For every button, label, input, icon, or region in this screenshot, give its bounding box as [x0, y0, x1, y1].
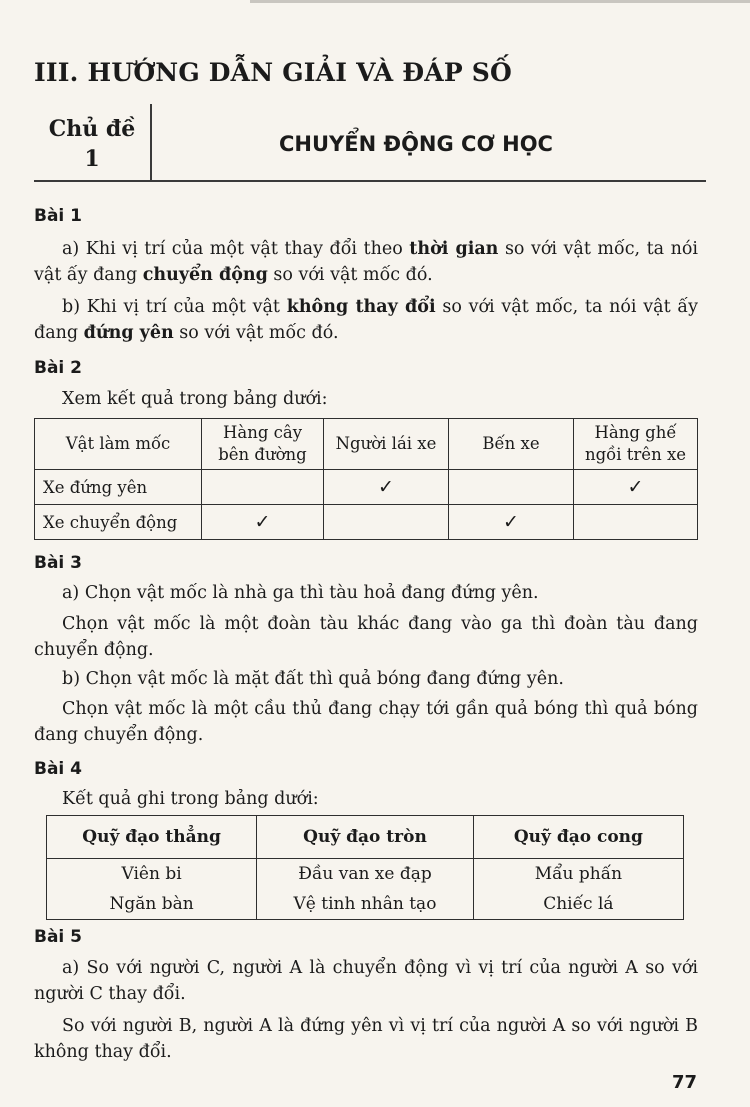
table-header-cell: Người lái xe [324, 419, 449, 470]
check-cell [202, 470, 324, 505]
table-cell: Ngăn bàn [47, 889, 257, 920]
bai3-p4: Chọn vật mốc là một cầu thủ đang chạy tới gần quả bóng thì quả bóng đang chuyển động. [34, 699, 698, 745]
check-cell: ✓ [324, 470, 449, 505]
table-header-cell: Vật làm mốc [35, 419, 202, 470]
table-header-row [35, 419, 698, 470]
topic-number: 1 [84, 146, 100, 172]
topic-header [34, 104, 706, 182]
table-row [47, 889, 684, 920]
check-cell [574, 505, 698, 540]
bai2-table [34, 418, 698, 540]
bai5-p1: a) So với người C, người A là chuyển động vì vị trí của người A so với người C thay đổi. [34, 958, 698, 1004]
table-header-cell: Quỹ đạo thẳng [47, 816, 257, 859]
check-cell: ✓ [574, 470, 698, 505]
table-row [35, 505, 698, 540]
bai2-intro: Xem kết quả trong bảng dưới: [62, 389, 328, 409]
bai3-heading: Bài 3 [34, 553, 83, 573]
bai4-heading: Bài 4 [34, 759, 83, 779]
table-header-cell: Hàng ghế ngồi trên xe [574, 419, 698, 470]
row-label: Xe đứng yên [35, 470, 202, 505]
table-header-cell: Bến xe [449, 419, 574, 470]
table-row [47, 859, 684, 890]
table-cell: Mẩu phấn [473, 859, 683, 890]
table-header-cell: Quỹ đạo tròn [257, 816, 474, 859]
table-cell: Vệ tinh nhân tạo [257, 889, 474, 920]
table-cell: Viên bi [47, 859, 257, 890]
table-row [35, 470, 698, 505]
bai4-intro: Kết quả ghi trong bảng dưới: [62, 789, 319, 809]
bai3-p3: b) Chọn vật mốc là mặt đất thì quả bóng đang đứng yên. [62, 669, 564, 689]
topic-label-line1: Chủ đề [48, 116, 136, 142]
table-header-cell: Quỹ đạo cong [473, 816, 683, 859]
bai5-heading: Bài 5 [34, 927, 83, 947]
row-label: Xe chuyển động [35, 505, 202, 540]
top-rule [250, 0, 750, 3]
table-header-cell: Hàng cây bên đường [202, 419, 324, 470]
check-cell [449, 470, 574, 505]
page-number: 77 [672, 1072, 698, 1093]
bai1-part-b: b) Khi vị trí của một vật không thay đổi so với vật mốc, ta nói vật ấy đang đứng yên so với vật mốc đó. [34, 297, 698, 343]
check-cell: ✓ [202, 505, 324, 540]
bai2-heading: Bài 2 [34, 358, 83, 378]
bai3-p2: Chọn vật mốc là một đoàn tàu khác đang vào ga thì đoàn tàu đang chuyển động. [34, 614, 698, 660]
topic-label [34, 104, 152, 180]
check-cell [324, 505, 449, 540]
section-title: III. HƯỚNG DẪN GIẢI VÀ ĐÁP SỐ [34, 58, 513, 87]
bai3-p1: a) Chọn vật mốc là nhà ga thì tàu hoả đang đứng yên. [62, 583, 539, 603]
bai1-part-a: a) Khi vị trí của một vật thay đổi theo thời gian so với vật mốc, ta nói vật ấy đang chuyển động so với vật mốc đó. [34, 239, 698, 285]
check-cell: ✓ [449, 505, 574, 540]
bai5-p2: So với người B, người A là đứng yên vì vị trí của người A so với người B không thay đổi. [34, 1016, 698, 1062]
table-cell: Đầu van xe đạp [257, 859, 474, 890]
table-header-row [47, 816, 684, 859]
table-cell: Chiếc lá [473, 889, 683, 920]
bai4-table [46, 815, 684, 920]
bai1-heading: Bài 1 [34, 206, 83, 226]
topic-title: CHUYỂN ĐỘNG CƠ HỌC [279, 132, 553, 156]
